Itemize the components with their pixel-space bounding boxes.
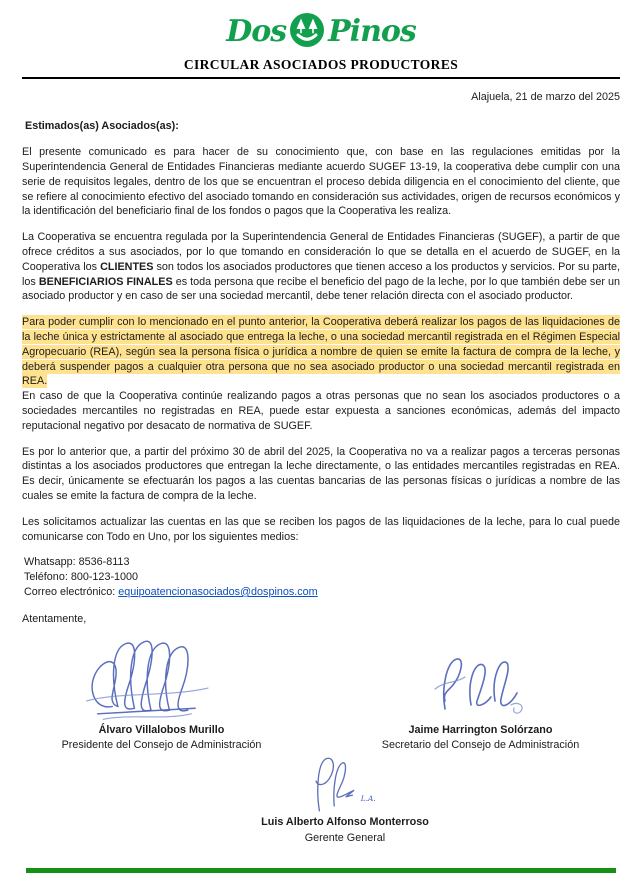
email-line — [22, 585, 620, 600]
paragraph: El presente comunicado es para hacer de su conocimiento que, con base en las regulaciones emitidas por la Superintendencia General de Entidades Financieras mediante acuerdo SUGEF 13-19, la cooperativa debe cumplir con una serie de requisitos legales, dentro de los que se encuentran el proceso debida diligencia en el conocimiento del cliente, que se refiere al conocimiento efectivo del asociado tomando en consideración sus actividades, origen de recursos económicos y la identificación del beneficiario final de los fondos o pagos que la Cooperativa les realiza. — [22, 146, 620, 218]
greeting: Estimados(as) Asociados(as): — [25, 120, 179, 133]
signature-jaime-icon — [431, 631, 531, 723]
dos-pinos-smiley-pines-icon — [289, 12, 325, 53]
closing: Atentamente, — [22, 612, 87, 625]
phone-line: Teléfono: 800-123-1000 — [24, 571, 139, 584]
signature-luis-icon — [290, 753, 400, 815]
paragraph: En caso de que la Cooperativa continúe realizando pagos a otras personas que no sean los asociados productores o a sociedades mercantiles no registradas en REA, puede estar expuesta a sanciones económicas, además del impacto reputacional negativo por desacato de normativa de SUGEF. — [22, 390, 620, 432]
signature-block-president — [22, 631, 301, 754]
signatory-title: Presidente del Consejo de Administración — [61, 739, 262, 752]
signature-block-secretary — [341, 631, 620, 754]
signatory-name: Luis Alberto Alfonso Monterroso — [261, 816, 429, 829]
signature-block-manager — [175, 753, 515, 846]
paragraph: Les solicitamos actualizar las cuentas en las que se reciben los pagos de las liquidaciones de la leche, para lo cual puede comunicarse con Todo en Uno, por los siguientes medios: — [22, 515, 620, 543]
whatsapp-line: Whatsapp: 8536-8113 — [24, 556, 130, 569]
signatory-title: Secretario del Consejo de Administración — [381, 739, 580, 752]
contact-block — [22, 555, 620, 599]
signatures-row — [22, 631, 620, 754]
paragraph: Es por lo anterior que, a partir del próximo 30 de abril del 2025, la Cooperativa no va a realizar pagos a terceras personas distintas a los asociados productores que entregan la leche directamente, o las entidades mercantiles registradas en REA. Es decir, únicamente se efectuarán los pagos a las cuentas bancarias de las personas físicas o jurídicas a nombre de las cuales se emite la factura de compra de la leche. — [22, 445, 620, 502]
paragraph: La Cooperativa se encuentra regulada por la Superintendencia General de Entidades Financieras (SUGEF), a partir de que ofrece créditos a sus asociados, por lo que tomando en consideración lo que se detalla en el acuerdo de SUGEF, en la Cooperativa los CLIENTES son todos los asociados productores que tienen acceso a los productos y servicios. Por su parte, los BENEFICIARIOS FINALES es toda persona que recibe el beneficio del pago de la leche, por lo que también debe ser un asociado productor y en caso de ser una sociedad mercantil, debe tener relación directa con el asociado productor. — [22, 231, 620, 303]
email-label: Correo electrónico: — [24, 585, 119, 598]
signature-initials: L.A. — [360, 794, 376, 804]
dos-pinos-logo — [22, 12, 620, 53]
page-title: CIRCULAR ASOCIADOS PRODUCTORES — [183, 56, 459, 72]
footer-green-bar — [26, 868, 616, 873]
title-divider — [22, 77, 620, 79]
signatory-name: Jaime Harrington Solórzano — [408, 723, 553, 736]
signatory-title: Gerente General — [304, 831, 386, 844]
logo-word-pinos: Pinos — [328, 14, 416, 50]
date-line: Alajuela, 21 de marzo del 2025 — [471, 90, 620, 103]
signature-alvaro-icon — [72, 631, 252, 723]
email-link[interactable]: equipoatencionasociados@dospinos.com — [118, 585, 318, 598]
logo-word-dos: Dos — [226, 14, 287, 50]
highlighted-paragraph: Para poder cumplir con lo mencionado en el punto anterior, la Cooperativa deberá realizar los pagos de las liquidaciones de la leche única y estrictamente al asociado que entrega la leche, o una sociedad mercantil registrada en el Régimen Especial Agropecuario (REA), según sea la persona física o jurídica a nombre de quien se emite la factura de compra de la leche, y deberá suspender pagos a cualquier otra persona que no sea asociado productor o una sociedad mercantil registrada en REA. — [22, 316, 620, 388]
signatory-name: Álvaro Villalobos Murillo — [98, 723, 225, 736]
paragraphs — [22, 145, 620, 544]
